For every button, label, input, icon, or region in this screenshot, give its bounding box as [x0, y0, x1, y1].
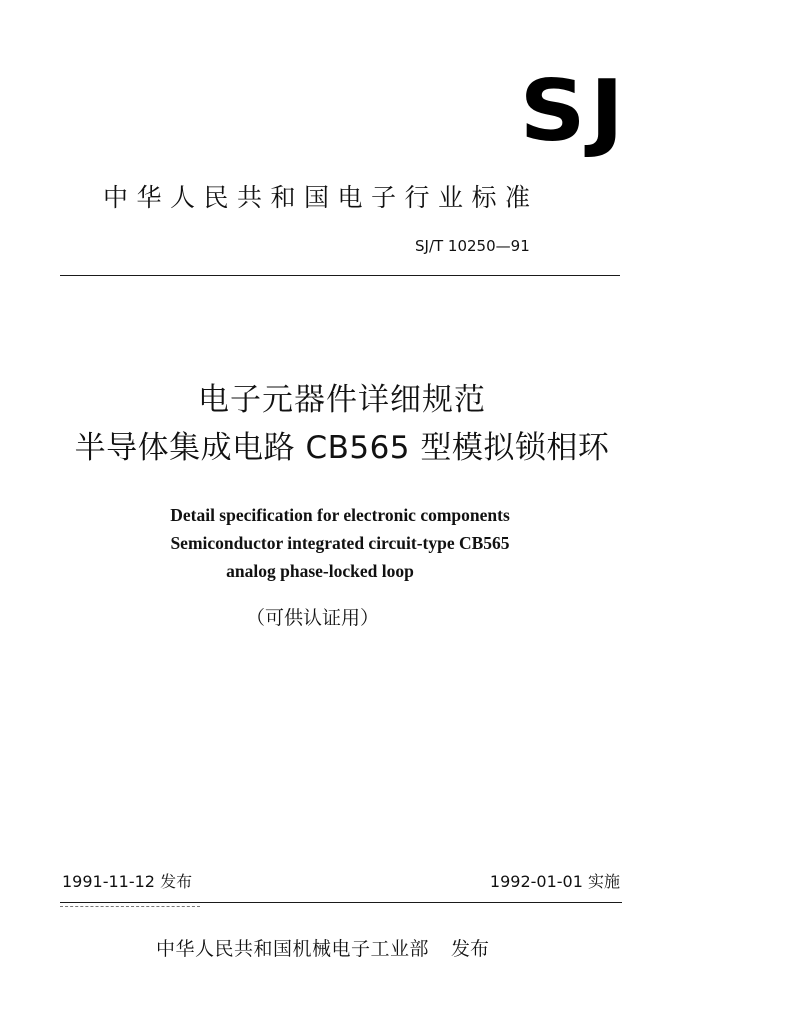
standard-code: SJ/T 10250—91 [415, 237, 530, 255]
publisher-action: 发布 [451, 938, 490, 960]
chinese-title-line-2: 半导体集成电路 CB565 型模拟锁相环 [74, 430, 610, 466]
top-divider [60, 275, 620, 276]
bottom-divider [60, 902, 622, 903]
publisher-line [156, 935, 489, 963]
certification-note: （可供认证用） [246, 607, 380, 629]
bottom-divider-speckle [60, 906, 200, 907]
english-title-line-2: Semiconductor integrated circuit-type CB565 [170, 533, 510, 553]
publisher-name: 中华人民共和国机械电子工业部 [156, 938, 430, 960]
english-title-line-1: Detail specification for electronic components [170, 505, 510, 525]
effective-date: 1992-01-01 实施 [489, 872, 620, 891]
english-title-line-3: analog phase-locked loop [226, 561, 414, 581]
standard-category-title: 中华人民共和国电子行业标准 [103, 183, 539, 212]
chinese-title-line-1: 电子元器件详细规范 [198, 382, 486, 418]
issue-date: 1991-11-12 发布 [62, 872, 193, 891]
sj-logo: SJ [519, 62, 628, 161]
